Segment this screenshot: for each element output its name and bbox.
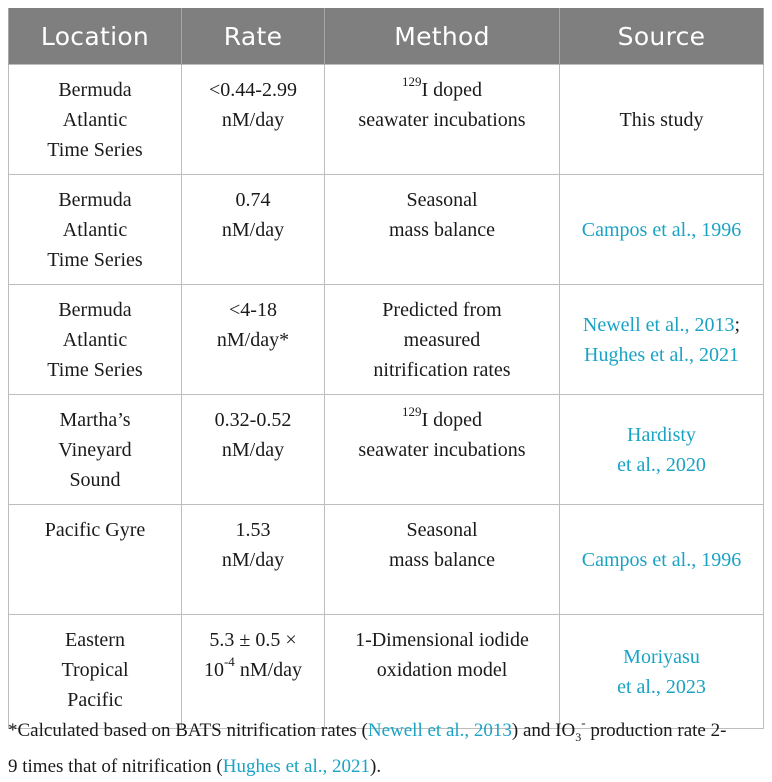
source-cell	[560, 175, 764, 285]
rate-line: 5.3 ± 0.5 ×	[209, 629, 297, 651]
source-cell	[560, 65, 764, 175]
method-line: oxidation model	[376, 659, 508, 681]
rate-cell	[182, 65, 325, 175]
rate-line: <0.44-2.99	[209, 79, 297, 101]
location-line: Atlantic	[62, 219, 128, 241]
rate-cell	[182, 175, 325, 285]
footnote-text: 9 times that of nitrification (	[8, 755, 223, 777]
method-line: mass balance	[388, 219, 496, 241]
footnote-text: ).	[370, 755, 382, 777]
method-line: I doped	[421, 409, 483, 431]
method-line: nitrification rates	[373, 359, 511, 381]
table-footnote	[8, 716, 768, 782]
location-line: Time Series	[47, 249, 143, 271]
rate-cell	[182, 505, 325, 615]
rate-line: 0.32-0.52	[214, 409, 292, 431]
method-cell	[325, 505, 560, 615]
method-line: Predicted from	[382, 299, 502, 321]
method-cell	[325, 615, 560, 729]
source-link[interactable]: et al., 2023	[617, 675, 706, 698]
table-row	[9, 615, 764, 729]
rate-base: 10	[203, 659, 224, 681]
source-link[interactable]: et al., 2020	[617, 453, 706, 476]
data-table	[8, 8, 764, 729]
rate-exponent: -4	[223, 654, 235, 670]
rate-line: <4-18	[229, 299, 277, 321]
footnote-text: production rate 2-	[585, 720, 727, 741]
location-line: Atlantic	[62, 109, 128, 131]
header-row	[9, 8, 764, 65]
method-line: 1-Dimensional iodide	[355, 629, 529, 651]
source-link[interactable]: Moriyasu	[623, 645, 700, 668]
rate-line: 1.53	[235, 519, 271, 541]
method-cell	[325, 285, 560, 395]
method-line: measured	[403, 329, 481, 351]
location-line: Time Series	[47, 359, 143, 381]
rate-line: nM/day	[221, 549, 285, 571]
source-separator: ;	[734, 313, 741, 336]
source-link[interactable]: Campos et al., 1996	[581, 548, 742, 571]
location-cell	[9, 285, 182, 395]
header-method: Method	[325, 8, 560, 65]
table-row	[9, 505, 764, 615]
rate-cell	[182, 615, 325, 729]
location-cell	[9, 65, 182, 175]
source-cell	[560, 505, 764, 615]
location-line: Bermuda	[58, 299, 132, 321]
method-line: Seasonal	[406, 519, 478, 541]
location-line: Vineyard	[58, 439, 132, 461]
source-link[interactable]: Hughes et al., 2021	[584, 343, 739, 366]
footnote-text: *Calculated based on BATS nitrification rates (	[8, 720, 368, 741]
location-line: Martha’s	[59, 409, 131, 431]
location-cell	[9, 395, 182, 505]
location-line: Bermuda	[58, 79, 132, 101]
table-row	[9, 175, 764, 285]
rate-line: nM/day	[221, 439, 285, 461]
location-cell	[9, 175, 182, 285]
header-source: Source	[560, 8, 764, 65]
footnote-link[interactable]: Newell et al., 2013	[367, 720, 512, 741]
rate-line: nM/day*	[216, 329, 290, 351]
method-line: seawater incubations	[358, 109, 526, 131]
header-rate: Rate	[182, 8, 325, 65]
table-row	[9, 395, 764, 505]
rate-line: nM/day	[221, 219, 285, 241]
source-cell	[560, 615, 764, 729]
method-line: I doped	[421, 79, 483, 101]
source-link[interactable]: Newell et al., 2013	[582, 313, 735, 336]
isotope-superscript: 129	[401, 74, 422, 90]
rate-cell	[182, 285, 325, 395]
location-line: Sound	[69, 469, 121, 491]
method-line: mass balance	[388, 549, 496, 571]
method-cell	[325, 395, 560, 505]
source-text: This study	[619, 108, 704, 131]
header-location: Location	[9, 8, 182, 65]
isotope-superscript: 129	[401, 404, 422, 420]
rate-line: nM/day	[221, 109, 285, 131]
method-line: Seasonal	[406, 189, 478, 211]
footnote-text: ) and IO	[511, 720, 576, 741]
location-line: Atlantic	[62, 329, 128, 351]
table-row	[9, 65, 764, 175]
rate-unit: nM/day	[234, 659, 303, 681]
source-link[interactable]: Campos et al., 1996	[581, 218, 742, 241]
location-line: Bermuda	[58, 189, 132, 211]
footnote-subscript: 3	[575, 729, 582, 744]
location-line: Pacific Gyre	[44, 519, 146, 541]
footnote-superscript: -	[581, 714, 586, 730]
location-line: Tropical	[61, 659, 129, 681]
method-cell	[325, 175, 560, 285]
source-link[interactable]: Hardisty	[627, 423, 696, 446]
method-line: seawater incubations	[358, 439, 526, 461]
location-line: Pacific	[67, 689, 123, 711]
footnote-link[interactable]: Hughes et al., 2021	[222, 755, 370, 777]
source-cell	[560, 395, 764, 505]
location-cell	[9, 615, 182, 729]
location-line: Eastern	[65, 629, 125, 651]
table-row	[9, 285, 764, 395]
location-line: Time Series	[47, 139, 143, 161]
location-cell	[9, 505, 182, 615]
rate-cell	[182, 395, 325, 505]
method-cell	[325, 65, 560, 175]
rate-line: 0.74	[235, 189, 271, 211]
source-cell	[560, 285, 764, 395]
